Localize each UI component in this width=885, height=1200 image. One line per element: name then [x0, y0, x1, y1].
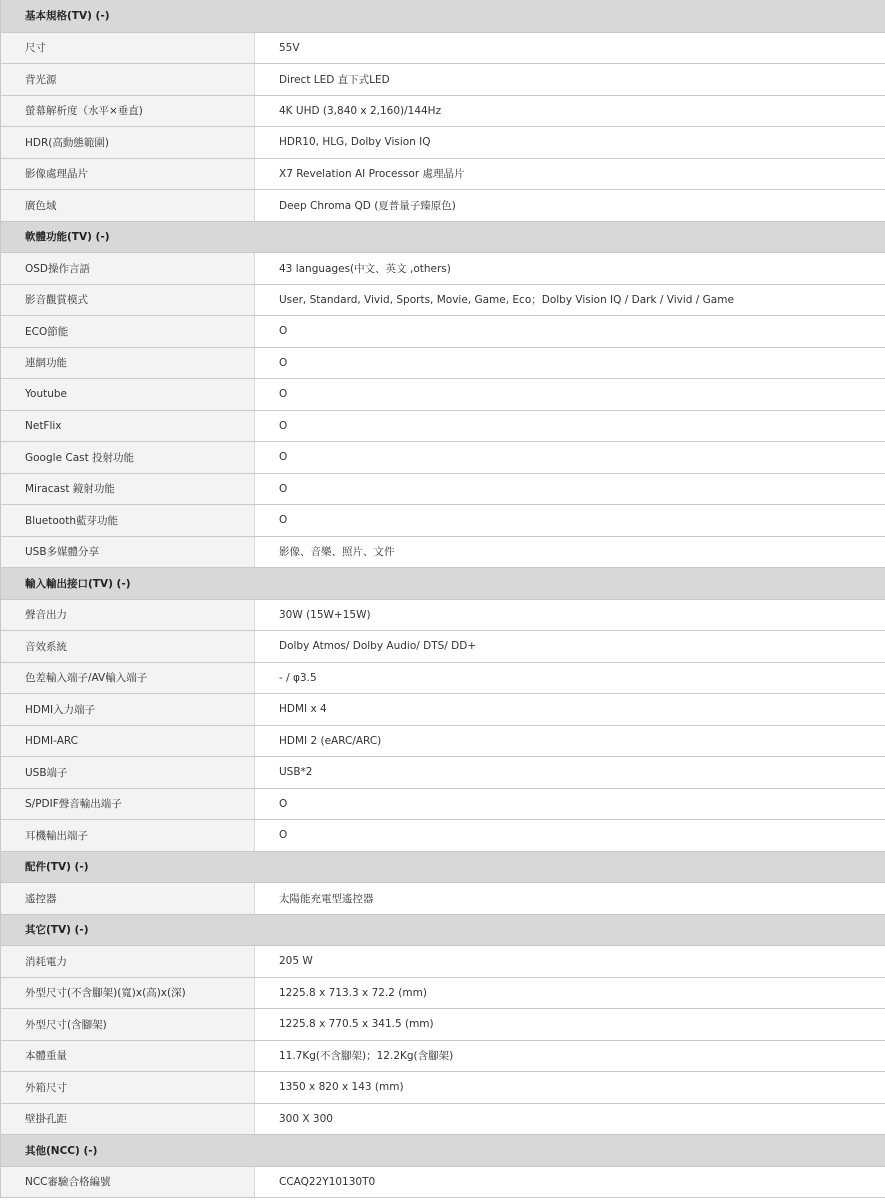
spec-label: 連網功能	[1, 348, 255, 379]
spec-value: Deep Chroma QD (夏普量子臻原色)	[255, 190, 885, 221]
spec-value: 影像、音樂、照片、文件	[255, 537, 885, 568]
spec-label: ECO節能	[1, 316, 255, 347]
spec-row	[1, 284, 885, 316]
spec-label: 消耗電力	[1, 946, 255, 977]
spec-value: X7 Revelation AI Processor 處理晶片	[255, 159, 885, 190]
spec-label: 音效系統	[1, 631, 255, 662]
spec-label: 背光源	[1, 64, 255, 95]
section-header[interactable]	[1, 914, 885, 946]
spec-value: - / φ3.5	[255, 663, 885, 694]
spec-value: USB*2	[255, 757, 885, 788]
spec-row	[1, 819, 885, 851]
spec-label: USB多媒體分享	[1, 537, 255, 568]
spec-row	[1, 788, 885, 820]
spec-row	[1, 630, 885, 662]
spec-value: 205 W	[255, 946, 885, 977]
spec-value: O	[255, 411, 885, 442]
spec-value: O	[255, 474, 885, 505]
spec-row	[1, 32, 885, 64]
spec-row	[1, 599, 885, 631]
spec-value: CCAQ22Y10130T0	[255, 1167, 885, 1198]
spec-row	[1, 378, 885, 410]
spec-value: 1225.8 x 770.5 x 341.5 (mm)	[255, 1009, 885, 1040]
spec-value: O	[255, 316, 885, 347]
section-header[interactable]	[1, 0, 885, 32]
spec-row	[1, 693, 885, 725]
spec-row	[1, 158, 885, 190]
spec-label: NCC審驗合格編號	[1, 1167, 255, 1198]
spec-row	[1, 1071, 885, 1103]
section-title: 輸入輸出接口(TV) (-)	[25, 577, 131, 590]
spec-value: User, Standard, Vivid, Sports, Movie, Game, Eco；Dolby Vision IQ / Dark / Vivid / Game	[255, 285, 885, 316]
spec-value: O	[255, 820, 885, 851]
section-header[interactable]	[1, 567, 885, 599]
spec-label: Miracast 鏡射功能	[1, 474, 255, 505]
spec-value: 55V	[255, 33, 885, 64]
spec-row	[1, 504, 885, 536]
spec-label: 影音觀賞模式	[1, 285, 255, 316]
spec-row	[1, 95, 885, 127]
spec-row	[1, 1040, 885, 1072]
spec-label: HDR(高動態範圍)	[1, 127, 255, 158]
spec-value: Direct LED 直下式LED	[255, 64, 885, 95]
section-title: 軟體功能(TV) (-)	[25, 231, 110, 244]
spec-label: 外型尺寸(含腳架)	[1, 1009, 255, 1040]
spec-label: HDMI入力端子	[1, 694, 255, 725]
spec-row	[1, 536, 885, 568]
spec-row	[1, 189, 885, 221]
spec-label: 耳機輸出端子	[1, 820, 255, 851]
spec-row	[1, 410, 885, 442]
spec-value: HDR10, HLG, Dolby Vision IQ	[255, 127, 885, 158]
spec-row	[1, 473, 885, 505]
spec-row	[1, 882, 885, 914]
spec-value: 300 X 300	[255, 1104, 885, 1135]
spec-label: 聲音出力	[1, 600, 255, 631]
section-title: 配件(TV) (-)	[25, 861, 89, 874]
spec-row	[1, 1103, 885, 1135]
section-header[interactable]	[1, 221, 885, 253]
section-title: 其它(TV) (-)	[25, 924, 89, 937]
section-header[interactable]	[1, 851, 885, 883]
spec-label: S/PDIF聲音輸出端子	[1, 789, 255, 820]
spec-value: 太陽能充電型遙控器	[255, 883, 885, 914]
spec-row	[1, 1008, 885, 1040]
spec-label: NetFlix	[1, 411, 255, 442]
spec-value: O	[255, 442, 885, 473]
spec-row	[1, 315, 885, 347]
spec-label: 外箱尺寸	[1, 1072, 255, 1103]
spec-value: HDMI x 4	[255, 694, 885, 725]
spec-value: 11.7Kg(不含腳架)；12.2Kg(含腳架)	[255, 1041, 885, 1072]
spec-row	[1, 1166, 885, 1198]
spec-row	[1, 63, 885, 95]
spec-label: 廣色域	[1, 190, 255, 221]
spec-row	[1, 945, 885, 977]
section-title: 基本規格(TV) (-)	[25, 10, 110, 23]
spec-value: O	[255, 348, 885, 379]
spec-label: 尺寸	[1, 33, 255, 64]
spec-label: Youtube	[1, 379, 255, 410]
spec-label: 外型尺寸(不含腳架)(寬)x(高)x(深)	[1, 978, 255, 1009]
spec-value: 30W (15W+15W)	[255, 600, 885, 631]
spec-row	[1, 252, 885, 284]
spec-value: 1350 x 820 x 143 (mm)	[255, 1072, 885, 1103]
spec-row	[1, 126, 885, 158]
spec-row	[1, 441, 885, 473]
spec-row	[1, 977, 885, 1009]
section-header[interactable]	[1, 1134, 885, 1166]
spec-value: Dolby Atmos/ Dolby Audio/ DTS/ DD+	[255, 631, 885, 662]
spec-row	[1, 725, 885, 757]
spec-label: HDMI-ARC	[1, 726, 255, 757]
spec-value: 4K UHD (3,840 x 2,160)/144Hz	[255, 96, 885, 127]
spec-label: 遙控器	[1, 883, 255, 914]
spec-label: Google Cast 投射功能	[1, 442, 255, 473]
spec-row	[1, 662, 885, 694]
spec-value: 1225.8 x 713.3 x 72.2 (mm)	[255, 978, 885, 1009]
spec-label: 色差輸入端子/AV輸入端子	[1, 663, 255, 694]
spec-value: HDMI 2 (eARC/ARC)	[255, 726, 885, 757]
spec-label: USB端子	[1, 757, 255, 788]
spec-label: Bluetooth藍芽功能	[1, 505, 255, 536]
spec-value: O	[255, 379, 885, 410]
section-title: 其他(NCC) (-)	[25, 1144, 98, 1157]
spec-label: 本體重量	[1, 1041, 255, 1072]
spec-value: 43 languages(中文、英文 ,others)	[255, 253, 885, 284]
spec-label: OSD操作言語	[1, 253, 255, 284]
spec-label: 影像處理晶片	[1, 159, 255, 190]
spec-row	[1, 347, 885, 379]
spec-label: 壁掛孔距	[1, 1104, 255, 1135]
spec-label: 螢幕解析度（水平×垂直)	[1, 96, 255, 127]
spec-row	[1, 756, 885, 788]
spec-value: O	[255, 505, 885, 536]
spec-value: O	[255, 789, 885, 820]
